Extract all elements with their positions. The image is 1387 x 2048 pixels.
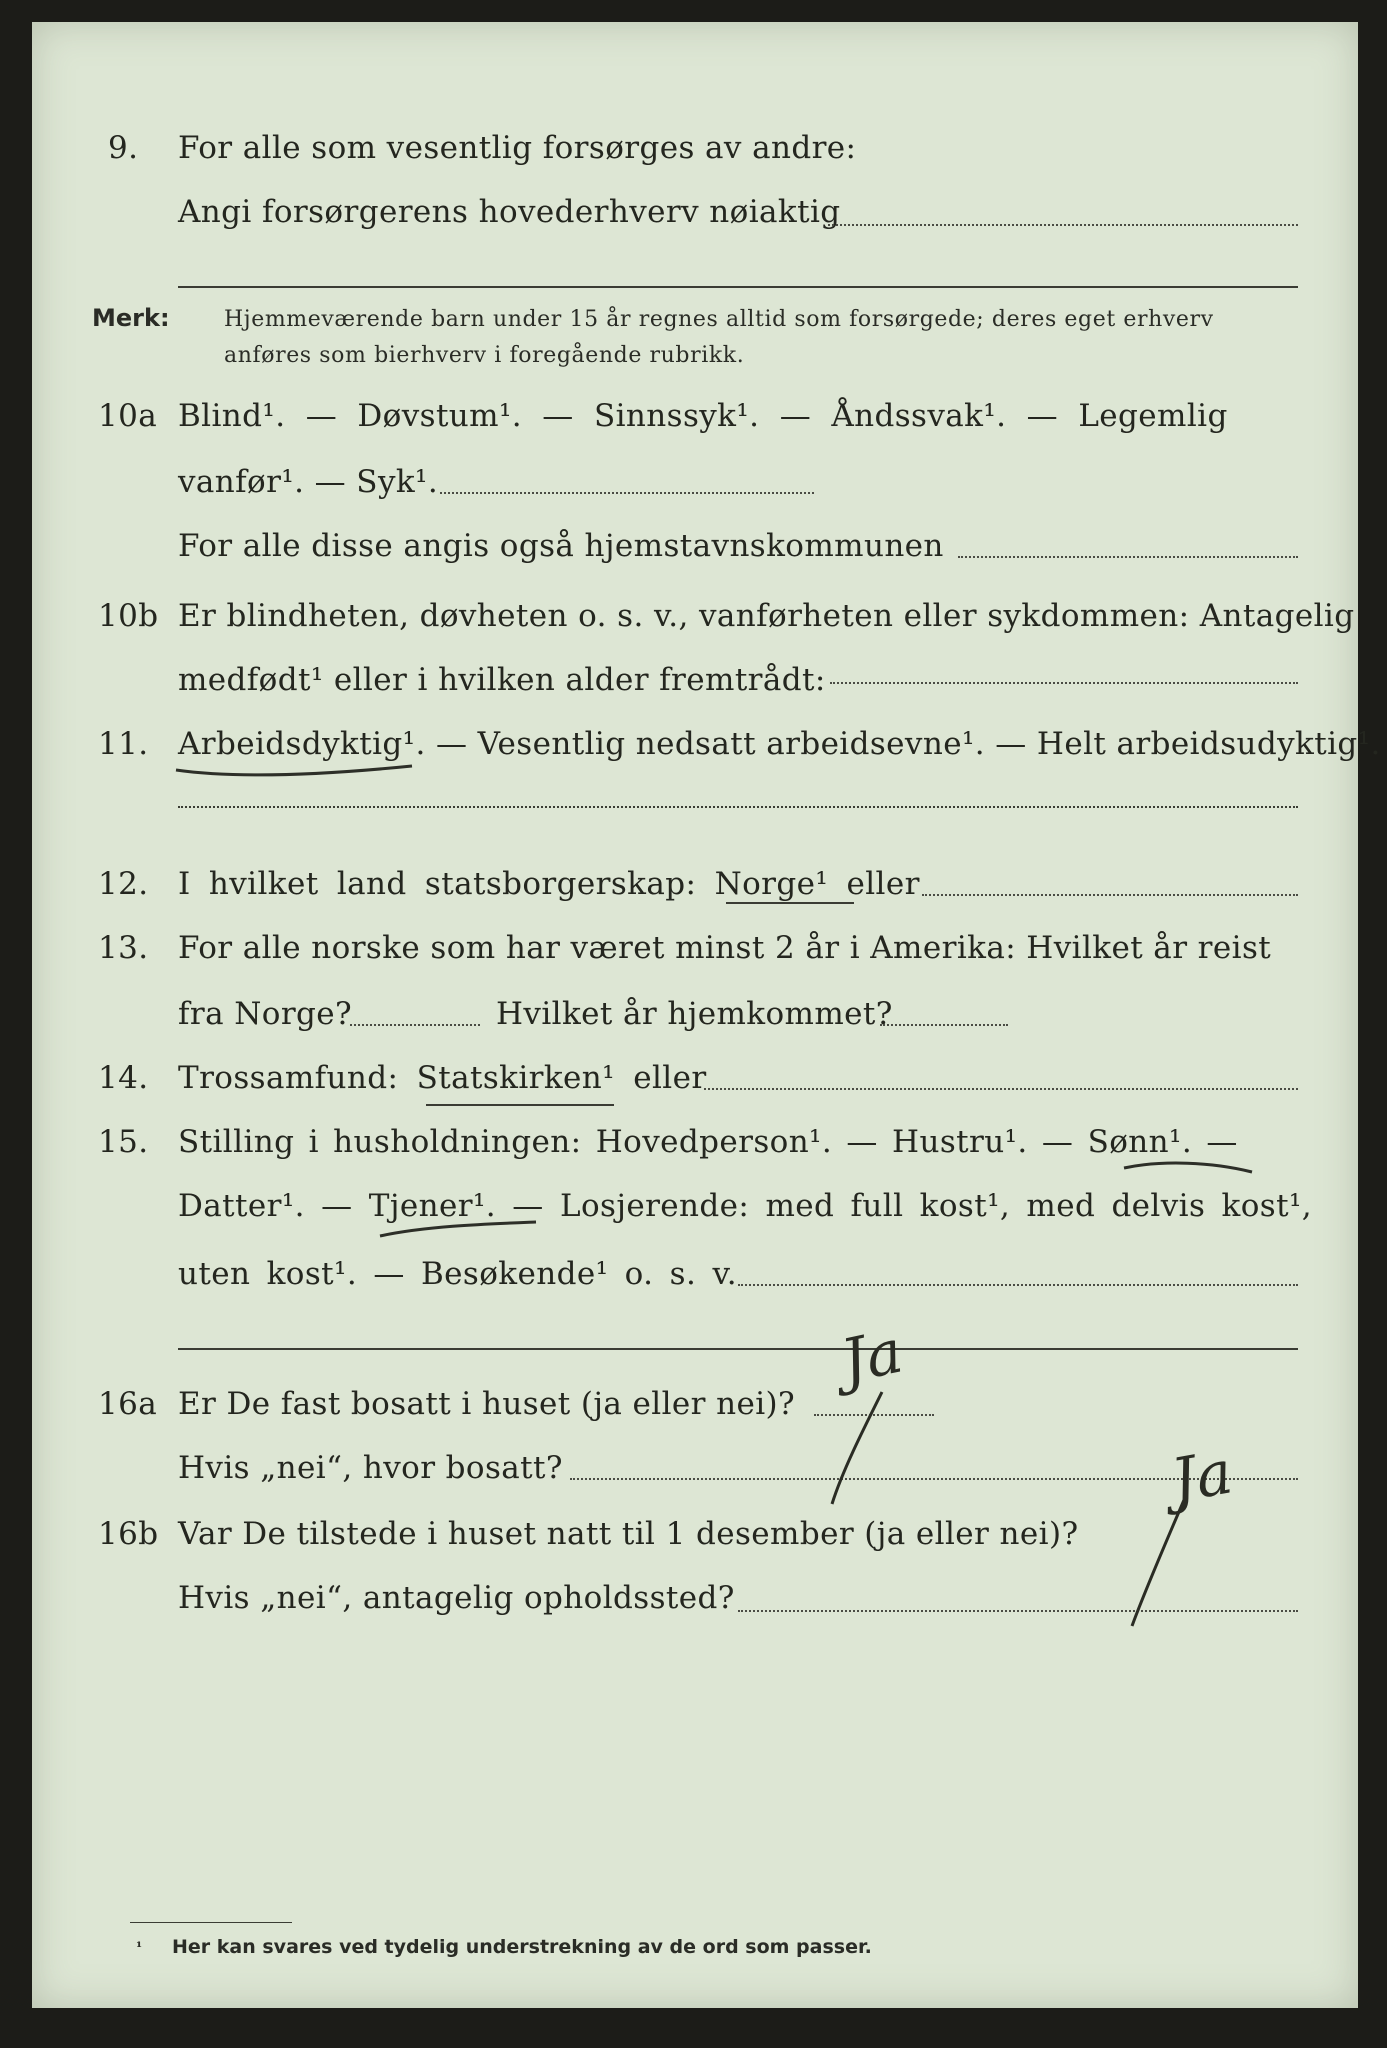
footnote-text: Her kan svares ved tydelig understrekning av de ord som passer. [172, 1936, 872, 1958]
q12-number: 12. [98, 866, 149, 902]
q14-number: 14. [98, 1060, 149, 1096]
q15-text: Stilling i husholdningen: Hovedperson¹. — Hustru¹. — Sønn¹. — [178, 1124, 1238, 1160]
q11-text: Arbeidsdyktig¹. — Vesentlig nedsatt arbeidsevne¹. — Helt arbeidsudyktig¹. [178, 726, 1381, 762]
merk-text2: anføres som bierhverv i foregående rubrikk. [224, 343, 745, 368]
q11-underline-mark [172, 756, 432, 786]
census-form-page [32, 22, 1381, 2008]
footnote-rule [130, 1922, 292, 1923]
q16b-handwritten-stroke [1122, 1492, 1202, 1632]
q11-answer-line[interactable] [178, 806, 1298, 808]
q16b-handwritten-answer: Ja [1166, 1437, 1238, 1517]
q16b-number: 16b [98, 1516, 159, 1552]
q11-number: 11. [98, 726, 149, 762]
q13-text2a: fra Norge? [178, 996, 353, 1032]
q16b-text2: Hvis „nei“, antagelig opholdssted? [178, 1580, 735, 1616]
q15-tjener-underline-mark [376, 1216, 546, 1246]
q9-text: For alle som vesentlig forsørges av andre: [178, 130, 857, 166]
q10a-kommune-line[interactable] [958, 556, 1298, 558]
q15-answer-line2[interactable] [178, 1348, 1298, 1350]
q13-reist-line[interactable] [350, 1024, 480, 1026]
q16b-text: Var De tilstede i huset natt til 1 desember (ja eller nei)? [178, 1516, 1079, 1552]
q9-text2: Angi forsørgerens hovederhverv nøiaktig [178, 194, 841, 230]
q14-answer-line[interactable] [704, 1088, 1298, 1090]
q15-answer-line[interactable] [738, 1284, 1298, 1286]
footnote-mark: ¹ [136, 1940, 143, 1956]
q16b-answer-line[interactable] [738, 1610, 1298, 1612]
q15-text3: uten kost¹. — Besøkende¹ o. s. v. [178, 1256, 737, 1292]
q9-answer-line2[interactable] [178, 286, 1298, 288]
q15-number: 15. [98, 1124, 149, 1160]
q15-sonn-underline-mark [1122, 1152, 1262, 1182]
q14-text: Trossamfund: Statskirken¹ eller [178, 1060, 707, 1096]
merk-text1: Hjemmeværende barn under 15 år regnes alltid som forsørgede; deres eget erhverv [224, 307, 1214, 332]
q10a-text3: For alle disse angis også hjemstavnskommunen [178, 528, 944, 564]
q10b-text: Er blindheten, døvheten o. s. v., vanførheten eller sykdommen: Antagelig [178, 598, 1355, 634]
q10a-text2: vanfør¹. — Syk¹. [178, 464, 439, 500]
q10b-text2: medfødt¹ eller i hvilken alder fremtrådt: [178, 662, 826, 698]
q13-text: For alle norske som har været minst 2 år i Amerika: Hvilket år reist [178, 930, 1272, 966]
q10a-text: Blind¹. — Døvstum¹. — Sinnssyk¹. — Åndssvak¹. — Legemlig [178, 398, 1228, 434]
q14-underline-mark [426, 1104, 614, 1106]
q16a-text2: Hvis „nei“, hvor bosatt? [178, 1450, 563, 1486]
q10a-answer-line[interactable] [440, 492, 814, 494]
q10a-number: 10a [98, 398, 158, 434]
q12-text: I hvilket land statsborgerskap: Norge¹ eller [178, 866, 920, 902]
q15-text2: Datter¹. — Tjener¹. — Losjerende: med full kost¹, med delvis kost¹, [178, 1188, 1313, 1224]
q10b-answer-line[interactable] [830, 682, 1298, 684]
q12-underline-mark [726, 902, 854, 904]
q16a-text: Er De fast bosatt i huset (ja eller nei)? [178, 1386, 796, 1422]
q9-answer-line[interactable] [828, 224, 1298, 226]
q13-hjemkommet-line[interactable] [880, 1024, 1008, 1026]
q10b-number: 10b [98, 598, 159, 634]
q16a-number: 16a [98, 1386, 158, 1422]
q13-number: 13. [98, 930, 149, 966]
q16a-handwritten-stroke [822, 1382, 902, 1512]
q16a-handwritten-answer: Ja [835, 1316, 909, 1398]
q12-answer-line[interactable] [922, 894, 1298, 896]
merk-label: Merk: [92, 304, 170, 332]
q9-number: 9. [108, 130, 139, 166]
q13-text2b: Hvilket år hjemkommet? [496, 996, 893, 1032]
